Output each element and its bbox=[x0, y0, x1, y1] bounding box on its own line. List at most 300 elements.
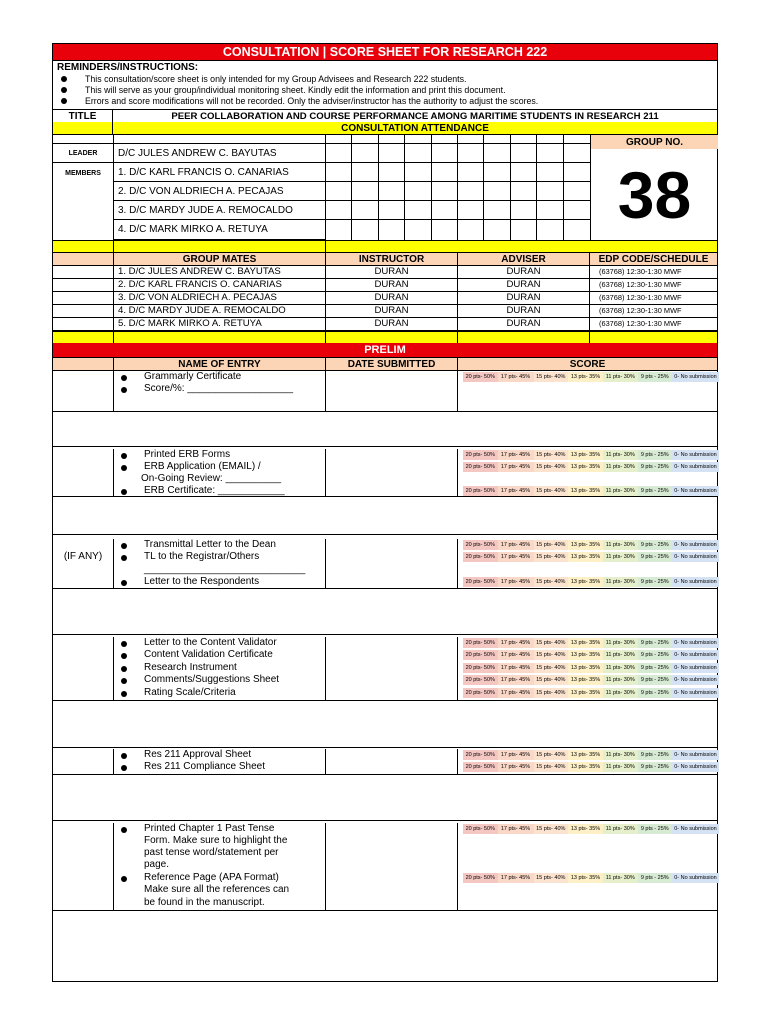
table-row bbox=[53, 305, 717, 318]
divider bbox=[325, 241, 326, 252]
score-option[interactable]: 15 pts- 40% bbox=[534, 372, 569, 382]
score-option[interactable]: 20 pts- 50% bbox=[463, 824, 498, 834]
attendance-cell[interactable] bbox=[537, 182, 563, 201]
score-option[interactable]: 20 pts- 50% bbox=[463, 540, 498, 550]
attendance-cell[interactable] bbox=[484, 135, 510, 144]
entry-text: ERB Application (EMAIL) / bbox=[144, 461, 261, 472]
attendance-cell[interactable] bbox=[537, 201, 563, 220]
attendance-cell[interactable] bbox=[326, 135, 352, 144]
instructor-name: DURAN bbox=[326, 292, 458, 304]
score-option[interactable]: 17 pts- 45% bbox=[498, 675, 534, 685]
divider bbox=[457, 332, 458, 343]
score-option[interactable]: 17 pts- 45% bbox=[498, 638, 534, 648]
member-name: 2. D/C VON ALDRIECH A. PECAJAS bbox=[114, 182, 325, 201]
attendance-grid[interactable] bbox=[326, 135, 590, 240]
divider bbox=[113, 449, 114, 497]
divider bbox=[457, 371, 458, 412]
date-submitted-field[interactable] bbox=[326, 449, 457, 496]
group-no-label: GROUP NO. bbox=[591, 135, 718, 149]
attendance-cell[interactable] bbox=[432, 182, 458, 201]
score-option[interactable]: 0- No submission bbox=[672, 552, 719, 562]
bullet-icon bbox=[121, 678, 127, 684]
attendance-cell[interactable] bbox=[326, 201, 352, 220]
attendance-cell[interactable] bbox=[484, 220, 510, 240]
score-option[interactable]: 11 pts- 30% bbox=[603, 372, 638, 382]
entry-text: Transmittal Letter to the Dean bbox=[144, 539, 276, 550]
score-option[interactable]: 20 pts- 50% bbox=[463, 552, 498, 562]
score-options[interactable] bbox=[463, 638, 719, 648]
reminder-item bbox=[59, 85, 709, 96]
score-option[interactable]: 13 pts- 35% bbox=[568, 688, 603, 698]
score-options[interactable] bbox=[463, 372, 719, 382]
blank-cell bbox=[53, 279, 114, 291]
blank-cell bbox=[114, 135, 325, 144]
attendance-cell[interactable] bbox=[405, 144, 431, 163]
label-column bbox=[53, 135, 114, 240]
score-option[interactable]: 13 pts- 35% bbox=[568, 762, 603, 772]
attendance-cell[interactable] bbox=[405, 201, 431, 220]
blank-cell bbox=[53, 305, 114, 317]
score-option[interactable]: 0- No submission bbox=[672, 577, 719, 587]
score-option[interactable]: 11 pts- 30% bbox=[603, 663, 638, 673]
score-option[interactable]: 17 pts- 45% bbox=[498, 762, 534, 772]
entry-text: Score/%: ___________________ bbox=[144, 383, 294, 394]
blank-cell bbox=[53, 318, 114, 330]
attendance-cell[interactable] bbox=[432, 201, 458, 220]
score-option[interactable]: 15 pts- 40% bbox=[534, 824, 569, 834]
entry-text: TL to the Registrar/Others bbox=[144, 551, 260, 562]
entry-text: On-Going Review: __________ bbox=[141, 473, 282, 484]
attendance-cell[interactable] bbox=[379, 144, 405, 163]
groupmates-header bbox=[53, 252, 717, 266]
score-option[interactable]: 0- No submission bbox=[672, 824, 719, 834]
score-options[interactable] bbox=[463, 462, 719, 472]
score-option[interactable]: 17 pts- 45% bbox=[498, 540, 534, 550]
score-option[interactable]: 15 pts- 40% bbox=[534, 552, 569, 562]
entry-text: Rating Scale/Criteria bbox=[144, 687, 236, 698]
score-option[interactable]: 11 pts- 30% bbox=[603, 650, 638, 660]
score-option[interactable]: 17 pts- 45% bbox=[498, 873, 534, 883]
attendance-cell[interactable] bbox=[511, 135, 537, 144]
divider bbox=[113, 749, 114, 775]
attendance-cell[interactable] bbox=[564, 144, 590, 163]
score-option[interactable]: 17 pts- 45% bbox=[498, 462, 534, 472]
attendance-cell[interactable] bbox=[484, 201, 510, 220]
score-option[interactable]: 13 pts- 35% bbox=[568, 486, 603, 496]
blank-cell bbox=[53, 135, 113, 144]
score-option[interactable]: 20 pts- 50% bbox=[463, 462, 498, 472]
score-option[interactable]: 15 pts- 40% bbox=[534, 540, 569, 550]
score-option[interactable]: 20 pts- 50% bbox=[463, 638, 498, 648]
score-option[interactable]: 13 pts- 35% bbox=[568, 650, 603, 660]
bullet-icon bbox=[121, 641, 127, 647]
score-option[interactable]: 9 pts - 25% bbox=[638, 486, 673, 496]
score-option[interactable]: 11 pts- 30% bbox=[603, 540, 638, 550]
score-sheet bbox=[52, 43, 718, 982]
score-option[interactable]: 15 pts- 40% bbox=[534, 486, 569, 496]
blank-row bbox=[53, 589, 717, 635]
attendance-cell[interactable] bbox=[379, 220, 405, 240]
reminders-list bbox=[59, 74, 709, 107]
score-options[interactable] bbox=[463, 688, 719, 698]
attendance-cell[interactable] bbox=[564, 135, 590, 144]
bullet-icon bbox=[121, 753, 127, 759]
entry-text: be found in the manuscript. bbox=[144, 897, 265, 908]
score-option[interactable]: 11 pts- 30% bbox=[603, 486, 638, 496]
score-option[interactable]: 20 pts- 50% bbox=[463, 873, 498, 883]
score-option[interactable]: 20 pts- 50% bbox=[463, 675, 498, 685]
entry-row bbox=[53, 539, 717, 589]
score-option[interactable]: 0- No submission bbox=[672, 750, 719, 760]
score-option[interactable]: 0- No submission bbox=[672, 688, 719, 698]
attendance-cell[interactable] bbox=[326, 182, 352, 201]
groupmate-name: 1. D/C JULES ANDREW C. BAYUTAS bbox=[114, 266, 326, 278]
members-block bbox=[53, 135, 717, 240]
prelim-body bbox=[53, 371, 717, 981]
score-option[interactable]: 17 pts- 45% bbox=[498, 688, 534, 698]
score-option[interactable]: 9 pts - 25% bbox=[638, 540, 673, 550]
score-option[interactable]: 15 pts- 40% bbox=[534, 450, 569, 460]
date-submitted-field[interactable] bbox=[326, 823, 457, 910]
attendance-cell[interactable] bbox=[405, 163, 431, 182]
score-options[interactable] bbox=[463, 675, 719, 685]
divider bbox=[113, 823, 114, 911]
score-option[interactable]: 15 pts- 40% bbox=[534, 762, 569, 772]
attendance-cell[interactable] bbox=[458, 182, 484, 201]
score-option[interactable]: 20 pts- 50% bbox=[463, 486, 498, 496]
score-option[interactable]: 20 pts- 50% bbox=[463, 450, 498, 460]
score-options[interactable] bbox=[463, 824, 719, 834]
score-option[interactable]: 9 pts - 25% bbox=[638, 552, 673, 562]
reminder-text: This consultation/score sheet is only intended for my Group Advisees and Research 222 students. bbox=[85, 74, 467, 84]
attendance-heading: CONSULTATION ATTENDANCE bbox=[341, 122, 489, 134]
attendance-cell[interactable] bbox=[379, 182, 405, 201]
attendance-cell[interactable] bbox=[352, 144, 378, 163]
attendance-cell[interactable] bbox=[352, 201, 378, 220]
entry-row bbox=[53, 449, 717, 497]
score-option[interactable]: 9 pts - 25% bbox=[638, 577, 673, 587]
groupmate-name: 4. D/C MARDY JUDE A. REMOCALDO bbox=[114, 305, 326, 317]
attendance-cell[interactable] bbox=[458, 163, 484, 182]
score-option[interactable]: 17 pts- 45% bbox=[498, 577, 534, 587]
attendance-cell[interactable] bbox=[405, 220, 431, 240]
score-option[interactable]: 0- No submission bbox=[672, 762, 719, 772]
score-option[interactable]: 0- No submission bbox=[672, 663, 719, 673]
score-option[interactable]: 20 pts- 50% bbox=[463, 650, 498, 660]
score-option[interactable]: 17 pts- 45% bbox=[498, 663, 534, 673]
score-options[interactable] bbox=[463, 650, 719, 660]
attendance-cell[interactable] bbox=[352, 163, 378, 182]
score-option[interactable]: 17 pts- 45% bbox=[498, 750, 534, 760]
score-option[interactable]: 15 pts- 40% bbox=[534, 663, 569, 673]
attendance-cell[interactable] bbox=[511, 144, 537, 163]
blank-cell bbox=[53, 266, 114, 278]
score-option[interactable]: 15 pts- 40% bbox=[534, 638, 569, 648]
score-option[interactable]: 13 pts- 35% bbox=[568, 540, 603, 550]
attendance-cell[interactable] bbox=[484, 163, 510, 182]
attendance-cell[interactable] bbox=[432, 220, 458, 240]
score-option[interactable]: 9 pts - 25% bbox=[638, 688, 673, 698]
attendance-cell[interactable] bbox=[564, 182, 590, 201]
score-option[interactable]: 13 pts- 35% bbox=[568, 873, 603, 883]
reminder-text: This will serve as your group/individual monitoring sheet. Kindly edit the information and print this document. bbox=[85, 85, 506, 95]
entry-row bbox=[53, 749, 717, 775]
entry-text: Reference Page (APA Format) bbox=[144, 872, 279, 883]
attendance-cell[interactable] bbox=[564, 163, 590, 182]
score-option[interactable]: 0- No submission bbox=[672, 650, 719, 660]
attendance-cell[interactable] bbox=[537, 163, 563, 182]
bullet-icon bbox=[61, 76, 67, 82]
score-option[interactable]: 9 pts - 25% bbox=[638, 638, 673, 648]
blank-cell bbox=[53, 253, 114, 265]
attendance-cell[interactable] bbox=[352, 135, 378, 144]
leader-name: D/C JULES ANDREW C. BAYUTAS bbox=[114, 144, 325, 163]
attendance-cell[interactable] bbox=[432, 163, 458, 182]
score-option[interactable]: 11 pts- 30% bbox=[603, 873, 638, 883]
attendance-cell[interactable] bbox=[458, 144, 484, 163]
bullet-icon bbox=[121, 827, 127, 833]
attendance-cell[interactable] bbox=[458, 220, 484, 240]
adviser-name: DURAN bbox=[458, 318, 590, 330]
member-name: 4. D/C MARK MIRKO A. RETUYA bbox=[114, 220, 325, 240]
divider bbox=[457, 749, 458, 775]
attendance-cell[interactable] bbox=[379, 135, 405, 144]
attendance-cell[interactable] bbox=[511, 201, 537, 220]
edp-schedule: (63768) 12:30-1:30 MWF bbox=[599, 267, 682, 276]
score-option[interactable]: 11 pts- 30% bbox=[603, 762, 638, 772]
attendance-cell[interactable] bbox=[326, 163, 352, 182]
entry-text: Comments/Suggestions Sheet bbox=[144, 674, 280, 685]
attendance-cell[interactable] bbox=[405, 135, 431, 144]
attendance-cell[interactable] bbox=[537, 220, 563, 240]
score-option[interactable]: 9 pts - 25% bbox=[638, 372, 673, 382]
score-option[interactable]: 13 pts- 35% bbox=[568, 663, 603, 673]
score-option[interactable]: 17 pts- 45% bbox=[498, 824, 534, 834]
edp-schedule: (63768) 12:30-1:30 MWF bbox=[599, 306, 682, 315]
score-option[interactable]: 11 pts- 30% bbox=[603, 462, 638, 472]
score-option[interactable]: 11 pts- 30% bbox=[603, 824, 638, 834]
score-options[interactable] bbox=[463, 750, 719, 760]
bullet-icon bbox=[121, 765, 127, 771]
instructor-name: DURAN bbox=[326, 279, 458, 291]
groupmate-name: 5. D/C MARK MIRKO A. RETUYA bbox=[114, 318, 326, 330]
attendance-cell[interactable] bbox=[537, 135, 563, 144]
score-options[interactable] bbox=[463, 450, 719, 460]
date-submitted-field[interactable] bbox=[326, 539, 457, 588]
attendance-cell[interactable] bbox=[564, 201, 590, 220]
entry-row bbox=[53, 637, 717, 701]
attendance-cell[interactable] bbox=[379, 201, 405, 220]
score-option[interactable]: 0- No submission bbox=[672, 873, 719, 883]
prelim-heading: PRELIM bbox=[53, 343, 717, 358]
adviser-name: DURAN bbox=[458, 266, 590, 278]
score-option[interactable]: 13 pts- 35% bbox=[568, 462, 603, 472]
edp-schedule: (63768) 12:30-1:30 MWF bbox=[599, 319, 682, 328]
score-option[interactable]: 20 pts- 50% bbox=[463, 577, 498, 587]
col-edp: EDP CODE/SCHEDULE bbox=[598, 253, 709, 265]
score-option[interactable]: 0- No submission bbox=[672, 462, 719, 472]
score-option[interactable]: 13 pts- 35% bbox=[568, 638, 603, 648]
attendance-cell[interactable] bbox=[458, 135, 484, 144]
reminders-heading: REMINDERS/INSTRUCTIONS: bbox=[57, 62, 199, 73]
score-option[interactable]: 20 pts- 50% bbox=[463, 372, 498, 382]
attendance-cell[interactable] bbox=[379, 163, 405, 182]
entry-row bbox=[53, 371, 717, 412]
score-option[interactable]: 9 pts - 25% bbox=[638, 824, 673, 834]
score-option[interactable]: 20 pts- 50% bbox=[463, 688, 498, 698]
score-option[interactable]: 13 pts- 35% bbox=[568, 552, 603, 562]
blank-cell bbox=[53, 292, 114, 304]
score-option[interactable]: 15 pts- 40% bbox=[534, 577, 569, 587]
attendance-cell[interactable] bbox=[537, 144, 563, 163]
score-option[interactable]: 0- No submission bbox=[672, 540, 719, 550]
score-option[interactable]: 0- No submission bbox=[672, 675, 719, 685]
divider bbox=[113, 539, 114, 589]
sheet-title: CONSULTATION | SCORE SHEET FOR RESEARCH 222 bbox=[53, 44, 717, 61]
score-option[interactable]: 20 pts- 50% bbox=[463, 762, 498, 772]
date-submitted-field[interactable] bbox=[326, 371, 457, 411]
score-option[interactable]: 13 pts- 35% bbox=[568, 372, 603, 382]
bullet-icon bbox=[121, 465, 127, 471]
score-option[interactable]: 15 pts- 40% bbox=[534, 873, 569, 883]
bullet-icon bbox=[121, 580, 127, 586]
score-options[interactable] bbox=[463, 663, 719, 673]
date-submitted-field[interactable] bbox=[326, 749, 457, 774]
score-option[interactable]: 13 pts- 35% bbox=[568, 577, 603, 587]
attendance-header-row bbox=[53, 122, 717, 135]
blank-row bbox=[53, 701, 717, 748]
attendance-cell[interactable] bbox=[352, 220, 378, 240]
score-option[interactable]: 9 pts - 25% bbox=[638, 462, 673, 472]
adviser-name: DURAN bbox=[458, 305, 590, 317]
entry-text: ERB Certificate: ____________ bbox=[144, 485, 285, 496]
bullet-icon bbox=[121, 691, 127, 697]
bullet-icon bbox=[121, 555, 127, 561]
score-options[interactable] bbox=[463, 873, 719, 883]
score-option[interactable]: 11 pts- 30% bbox=[603, 638, 638, 648]
score-option[interactable]: 20 pts- 50% bbox=[463, 750, 498, 760]
blank-row bbox=[53, 412, 717, 447]
date-submitted-field[interactable] bbox=[326, 637, 457, 700]
score-option[interactable]: 11 pts- 30% bbox=[603, 450, 638, 460]
score-option[interactable]: 9 pts - 25% bbox=[638, 750, 673, 760]
col-entry: NAME OF ENTRY bbox=[114, 358, 326, 370]
bullet-icon bbox=[121, 375, 127, 381]
score-option[interactable]: 17 pts- 45% bbox=[498, 552, 534, 562]
score-options[interactable] bbox=[463, 762, 719, 772]
reminder-item bbox=[59, 96, 709, 107]
entry-text: _____________________________ bbox=[144, 564, 306, 575]
instructor-name: DURAN bbox=[326, 318, 458, 330]
bullet-icon bbox=[121, 543, 127, 549]
attendance-cell[interactable] bbox=[432, 144, 458, 163]
score-option[interactable]: 13 pts- 35% bbox=[568, 824, 603, 834]
score-option[interactable]: 11 pts- 30% bbox=[603, 750, 638, 760]
divider bbox=[457, 539, 458, 589]
col-instructor: INSTRUCTOR bbox=[326, 253, 458, 265]
score-option[interactable]: 17 pts- 45% bbox=[498, 650, 534, 660]
divider bbox=[325, 332, 326, 343]
score-option[interactable]: 9 pts - 25% bbox=[638, 650, 673, 660]
attendance-cell[interactable] bbox=[326, 220, 352, 240]
entry-text: Letter to the Content Validator bbox=[144, 637, 277, 648]
col-groupmates: GROUP MATES bbox=[114, 253, 326, 265]
score-option[interactable]: 0- No submission bbox=[672, 450, 719, 460]
score-option[interactable]: 13 pts- 35% bbox=[568, 450, 603, 460]
attendance-cell[interactable] bbox=[326, 144, 352, 163]
instructor-name: DURAN bbox=[326, 305, 458, 317]
score-options[interactable] bbox=[463, 552, 719, 562]
divider bbox=[113, 332, 114, 343]
attendance-cell[interactable] bbox=[432, 135, 458, 144]
groupmates-table bbox=[53, 252, 717, 342]
score-option[interactable]: 15 pts- 40% bbox=[534, 688, 569, 698]
attendance-cell[interactable] bbox=[458, 201, 484, 220]
attendance-cell[interactable] bbox=[352, 182, 378, 201]
edp-schedule: (63768) 12:30-1:30 MWF bbox=[599, 280, 682, 289]
score-option[interactable]: 17 pts- 45% bbox=[498, 372, 534, 382]
col-score: SCORE bbox=[569, 358, 606, 370]
bullet-icon bbox=[121, 653, 127, 659]
attendance-cell[interactable] bbox=[511, 163, 537, 182]
edp-schedule: (63768) 12:30-1:30 MWF bbox=[599, 293, 682, 302]
entry-text: Res 211 Approval Sheet bbox=[144, 749, 252, 760]
score-option[interactable]: 9 pts - 25% bbox=[638, 450, 673, 460]
score-option[interactable]: 15 pts- 40% bbox=[534, 462, 569, 472]
score-option[interactable]: 9 pts - 25% bbox=[638, 675, 673, 685]
score-options[interactable] bbox=[463, 486, 719, 496]
attendance-cell[interactable] bbox=[484, 182, 510, 201]
score-options[interactable] bbox=[463, 577, 719, 587]
score-option[interactable]: 17 pts- 45% bbox=[498, 486, 534, 496]
score-option[interactable]: 13 pts- 35% bbox=[568, 750, 603, 760]
reminder-item bbox=[59, 74, 709, 85]
attendance-cell[interactable] bbox=[564, 220, 590, 240]
score-option[interactable]: 15 pts- 40% bbox=[534, 675, 569, 685]
col-date-submitted: DATE SUBMITTED bbox=[326, 358, 458, 370]
blank-row bbox=[53, 497, 717, 535]
entry-text: Res 211 Compliance Sheet bbox=[144, 761, 265, 772]
score-options[interactable] bbox=[463, 540, 719, 550]
table-row bbox=[53, 318, 717, 331]
score-option[interactable]: 20 pts- 50% bbox=[463, 663, 498, 673]
score-option[interactable]: 17 pts- 45% bbox=[498, 450, 534, 460]
attendance-cell[interactable] bbox=[405, 182, 431, 201]
score-option[interactable]: 15 pts- 40% bbox=[534, 650, 569, 660]
score-option[interactable]: 9 pts - 25% bbox=[638, 663, 673, 673]
member-name: 3. D/C MARDY JUDE A. REMOCALDO bbox=[114, 201, 325, 220]
score-option[interactable]: 11 pts- 30% bbox=[603, 552, 638, 562]
blank-cell bbox=[53, 122, 113, 134]
groupmate-name: 2. D/C KARL FRANCIS O. CANARIAS bbox=[114, 279, 326, 291]
score-option[interactable]: 11 pts- 30% bbox=[603, 688, 638, 698]
attendance-cell[interactable] bbox=[484, 144, 510, 163]
attendance-cell[interactable] bbox=[511, 220, 537, 240]
score-option[interactable]: 0- No submission bbox=[672, 638, 719, 648]
table-row bbox=[53, 292, 717, 305]
attendance-cell[interactable] bbox=[511, 182, 537, 201]
entry-text: Content Validation Certificate bbox=[144, 649, 273, 660]
score-option[interactable]: 13 pts- 35% bbox=[568, 675, 603, 685]
score-option[interactable]: 15 pts- 40% bbox=[534, 750, 569, 760]
score-option[interactable]: 0- No submission bbox=[672, 486, 719, 496]
score-option[interactable]: 11 pts- 30% bbox=[603, 577, 638, 587]
score-option[interactable]: 0- No submission bbox=[672, 372, 719, 382]
bullet-icon bbox=[121, 876, 127, 882]
score-option[interactable]: 9 pts - 25% bbox=[638, 873, 673, 883]
score-option[interactable]: 11 pts- 30% bbox=[603, 675, 638, 685]
score-option[interactable]: 9 pts - 25% bbox=[638, 762, 673, 772]
